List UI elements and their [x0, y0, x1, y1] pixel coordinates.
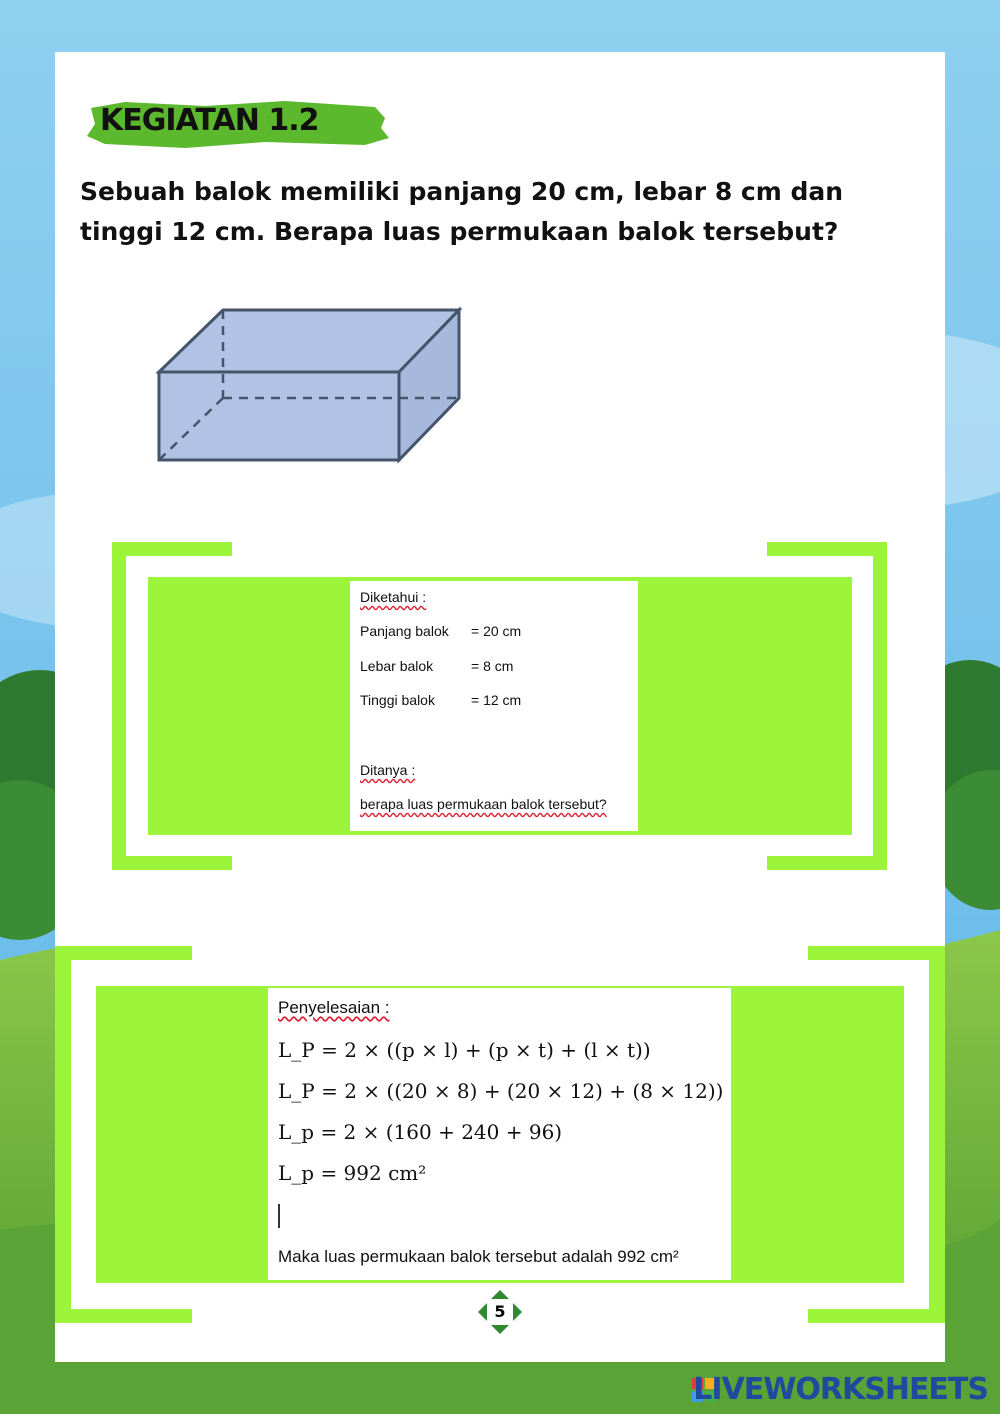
page-number-badge: [476, 1288, 524, 1336]
known-card: [350, 581, 638, 831]
formula-line-4: L_p = 992 cm²: [278, 1161, 427, 1185]
known-value-width: = 8 cm: [471, 658, 514, 674]
formula-line-3: L_p = 2 × (160 + 240 + 96): [278, 1120, 563, 1144]
question-text: Sebuah balok memiliki panjang 20 cm, lebar 8 cm dan tinggi 12 cm. Berapa luas permukaan balok tersebut?: [80, 177, 844, 246]
known-label-length: Panjang balok: [360, 623, 449, 639]
formula-line-2: L_P = 2 × ((20 × 8) + (20 × 12) + (8 × 12)): [278, 1079, 724, 1103]
formula-line-1: L_P = 2 × ((p × l) + (p × t) + (l × t)): [278, 1038, 651, 1062]
cuboid-figure: [150, 300, 470, 470]
solution-card: [268, 988, 731, 1280]
known-label-width: Lebar balok: [360, 658, 434, 674]
liveworksheets-brand: LIVEWORKSHEETS: [693, 1372, 988, 1407]
cuboid-front-face: [159, 372, 399, 460]
known-label-height: Tinggi balok: [360, 692, 435, 708]
known-heading: Diketahui :: [360, 589, 427, 605]
known-value-length: = 20 cm: [471, 623, 522, 639]
solution-heading: Penyelesaian :: [278, 998, 390, 1017]
asked-text: berapa luas permukaan balok tersebut?: [360, 796, 607, 812]
conclusion-text: Maka luas permukaan balok tersebut adalah 992 cm²: [278, 1247, 679, 1266]
activity-title: KEGIATAN 1.2: [100, 103, 319, 138]
text-cursor: [278, 1204, 280, 1228]
asked-heading: Ditanya :: [360, 762, 416, 778]
page-number: 5: [494, 1302, 506, 1321]
known-value-height: = 12 cm: [471, 692, 522, 708]
